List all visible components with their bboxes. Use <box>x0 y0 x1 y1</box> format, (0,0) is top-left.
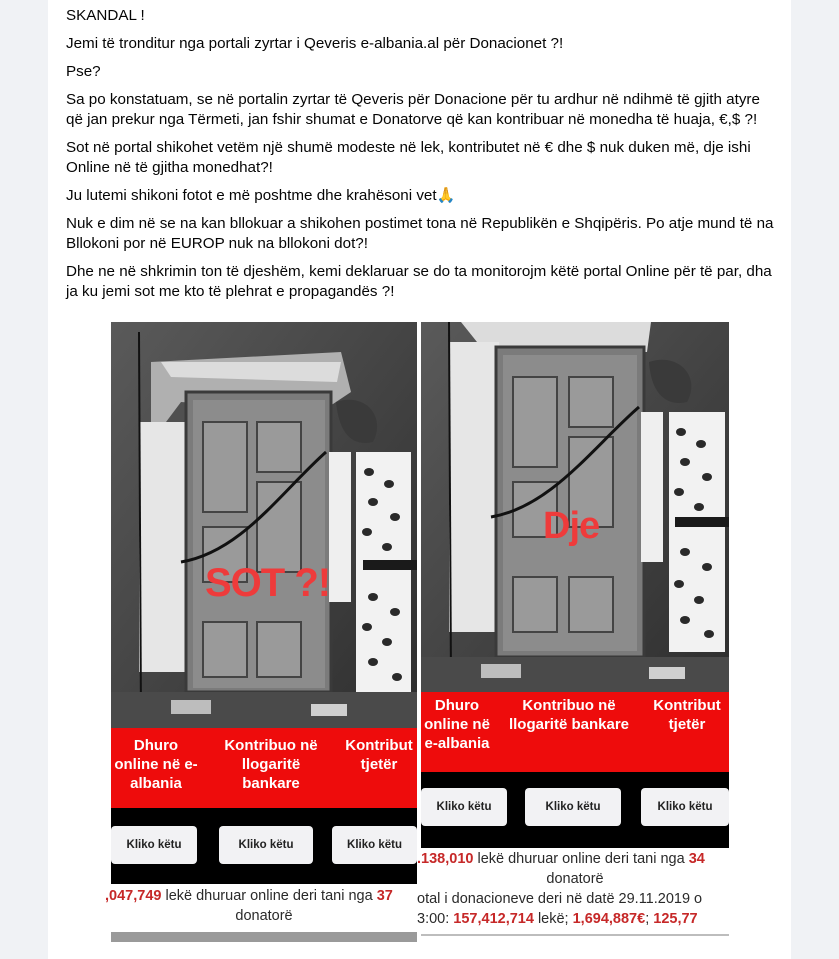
amount-suffix: lekë dhuruar online deri tani nga <box>161 888 377 904</box>
overlay-label-yesterday: Dje <box>543 505 600 547</box>
donor-count: 37 <box>376 888 393 904</box>
total-lek: 157,412,714 <box>453 911 534 927</box>
option-donate-online[interactable]: Dhuro online në e-albania <box>424 697 490 752</box>
door-photo-graphic <box>111 322 417 728</box>
post-paragraph <box>66 186 778 206</box>
option-other-contribution[interactable]: Kontribut tjetër <box>653 697 721 733</box>
click-here-button[interactable]: Kliko këtu <box>219 826 313 864</box>
option-bank-accounts[interactable]: Kontribuo në llogaritë bankare <box>508 697 630 733</box>
screenshot-today[interactable] <box>105 322 417 942</box>
screenshot-yesterday[interactable] <box>417 322 729 942</box>
donation-stats <box>417 849 729 929</box>
praying-hands-icon: 🙏 <box>436 187 456 204</box>
divider <box>421 934 729 936</box>
total-usd: 125,77 <box>653 911 698 927</box>
click-here-button[interactable]: Kliko këtu <box>641 788 729 826</box>
donor-count: 34 <box>688 851 705 867</box>
overlay-label-today: SOT ?! <box>205 561 331 605</box>
total-time: 3:00: <box>417 911 454 927</box>
progress-bar <box>111 932 417 942</box>
donation-options-band <box>421 692 729 772</box>
post-body <box>66 6 778 310</box>
separator: ; <box>645 911 654 927</box>
click-here-button[interactable]: Kliko këtu <box>111 826 197 864</box>
post-paragraph: Sa po konstatuam, se në portalin zyrtar të Qeveris për Donacione për tu ardhur në ndihmë të gjith atyre që jan prekur nga Tërmeti, jan fshir shumat e Donatorve që kan kontribuar në monedha të huaja, €,$ ?! <box>66 91 760 128</box>
amount-suffix: lekë dhuruar online deri tani nga <box>473 851 689 867</box>
post-paragraph-text: Ju lutemi shikoni fotot e më poshtme dhe krahësoni vet <box>66 187 437 204</box>
post-paragraph: Dhe ne në shkrimin ton të djeshëm, kemi deklaruar se do ta monitorojm këtë portal Online për të par, dha ja ku jemi sot me kto të plehrat e propagandës ?! <box>66 263 772 300</box>
amount-line <box>105 886 417 906</box>
post-paragraph: SKANDAL ! <box>66 7 145 24</box>
amount-value: ,047,749 <box>105 888 162 904</box>
donors-word: donatorë <box>546 871 604 887</box>
click-here-button[interactable]: Kliko këtu <box>421 788 507 826</box>
option-donate-online[interactable]: Dhuro online në e-albania <box>114 737 198 792</box>
total-eur: 1,694,887€ <box>572 911 646 927</box>
click-here-button[interactable]: Kliko këtu <box>332 826 417 864</box>
buttons-band <box>111 808 417 884</box>
post-paragraph: Nuk e dim në se na kan bllokuar a shikohen postimet tona në Republikën e Shqipëris. Po atje mund të na Bllokoni por në EUROP nuk na bllokoni dot?! <box>66 215 774 252</box>
post-paragraph: Jemi të tronditur nga portali zyrtar i Qeveris e-albania.al për Donacionet ?! <box>66 35 564 52</box>
post-paragraph: Pse? <box>66 63 101 80</box>
lek-word: lekë; <box>533 911 573 927</box>
amount-line <box>417 849 729 869</box>
donation-options-band <box>111 728 417 808</box>
post-paragraph: Sot në portal shikohet vetëm një shumë modeste në lek, kontributet në € dhe $ nuk duken më, dje ishi Online në të gjitha monedhat?! <box>66 139 751 176</box>
earthquake-door-photo <box>111 322 417 728</box>
donation-stats <box>105 886 417 926</box>
total-values-line <box>417 909 729 929</box>
total-line: otal i donacioneve deri në datë 29.11.2019 o <box>417 891 703 907</box>
click-here-button[interactable]: Kliko këtu <box>525 788 621 826</box>
donors-word: donatorë <box>235 908 293 924</box>
option-other-contribution[interactable]: Kontribut tjetër <box>345 737 413 773</box>
buttons-band <box>421 772 729 848</box>
option-bank-accounts[interactable]: Kontribuo në llogaritë bankare <box>224 737 318 792</box>
amount-value: .138,010 <box>417 851 474 867</box>
